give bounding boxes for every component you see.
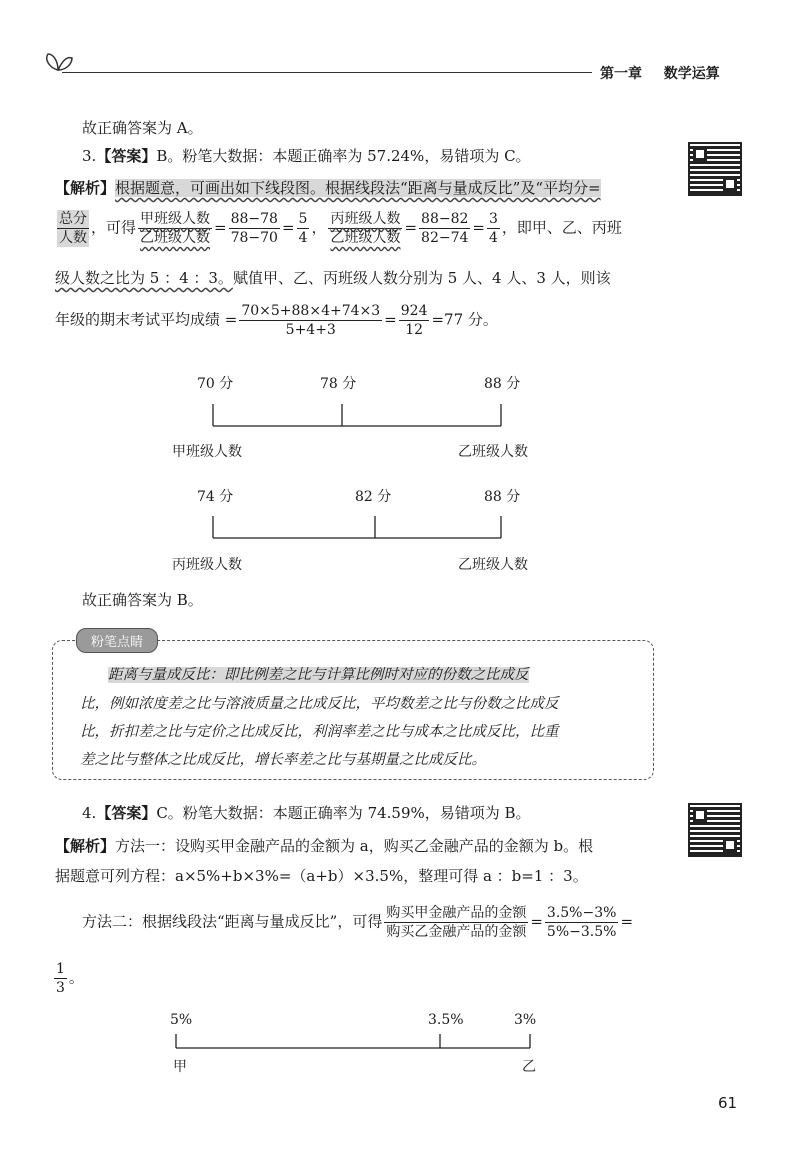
- tip-line1: [108, 660, 529, 691]
- tip-line2: 比，例如浓度差之比与溶液质量之比成反比，平均数差之比与份数之比成反: [80, 696, 559, 712]
- q3-analysis-line3: [55, 268, 611, 288]
- chapter-label: 第一章: [600, 66, 642, 82]
- frac-amount: $\frac{\text{购买甲金融产品的金额}}{\text{购买乙金融产品的金额}}$: [386, 905, 527, 940]
- segment-diagram-2: [205, 512, 515, 542]
- d3-left-value: 5%: [170, 1012, 193, 1028]
- d2-left-score: 74 分: [197, 489, 234, 505]
- q4-answer: C。粉笔大数据：本题正确率为 74.59%，易错项为 B。: [156, 804, 531, 822]
- frac-924-12: $\frac{924}{12}$: [400, 303, 428, 338]
- result-tail: 。: [68, 968, 84, 987]
- d3-left-label: 甲: [173, 1059, 187, 1075]
- q4-text1: 方法一：设购买甲金融产品的金额为 a，购买乙金融产品的金额为 b。根: [115, 837, 594, 855]
- d3-mid-value: 3.5%: [428, 1012, 464, 1028]
- chapter-title: 数学运算: [663, 66, 720, 82]
- frac-5-4: $\frac{5}{4}$: [298, 211, 308, 246]
- q4-method2-text: 方法二：根据线段法“距离与量成反比”，可得: [82, 912, 383, 931]
- avg-result: =77 分。: [431, 310, 498, 329]
- qr-code-q3[interactable]: [688, 142, 742, 196]
- frac-3-4: $\frac{3}{4}$: [488, 211, 498, 246]
- q3-analysis-tag: 【解析】: [55, 179, 116, 197]
- tip-title-badge: [76, 628, 158, 653]
- q4-result-line: [52, 960, 84, 997]
- comma-get: ，可得: [91, 218, 137, 237]
- d2-right-label: 乙班级人数: [458, 557, 528, 573]
- frac-diff1: $\frac{88-78}{78-70}$: [230, 211, 278, 246]
- segment-diagram-3: [170, 1030, 540, 1055]
- avg-score-label: 年级的期末考试平均成绩 =: [55, 310, 238, 329]
- d2-left-label: 丙班级人数: [172, 557, 242, 573]
- q3-conclusion: 故正确答案为 B。: [82, 591, 203, 609]
- q3-line2-tail: ，即甲、乙、丙班: [501, 218, 622, 237]
- tip-text-1: 距离与量成反比：即比例差之比与计算比例时对应的份数之比成反: [108, 667, 529, 683]
- q3-number: 3.: [82, 147, 97, 165]
- assign-text: 赋值甲、乙、丙班级人数分别为 5 人、4 人、3 人，则该: [232, 269, 611, 287]
- page-number: 61: [718, 1094, 738, 1112]
- equals-sign: =: [620, 912, 634, 931]
- q4-number: 4.: [82, 804, 97, 822]
- q3-analysis-line1: [55, 178, 601, 198]
- q3-answer: B。粉笔大数据：本题正确率为 57.24%，易错项为 C。: [156, 147, 531, 165]
- tip-title: 粉笔点睛: [91, 635, 144, 650]
- frac-rate-diff: $\frac{3.5\%-3\%}{5\%-3.5\%}$: [546, 905, 617, 940]
- d1-left-label: 甲班级人数: [172, 444, 242, 460]
- frac-diff2: $\frac{88-82}{82-74}$: [421, 211, 469, 246]
- frac-bing-yi: $\frac{\text{丙班级人数}}{\text{乙班级人数}}$: [330, 211, 401, 246]
- qr-code-q4[interactable]: [688, 803, 742, 857]
- q3-analysis-text1: 根据题意，可画出如下线段图。根据线段法“距离与量成反比”及“平均分=: [115, 179, 601, 197]
- tip-line3: 比，折扣差之比与定价之比成反比，利润率差之比与成本之比成反比，比重: [80, 724, 559, 740]
- d1-right-label: 乙班级人数: [458, 444, 528, 460]
- header-chapter: [600, 63, 720, 83]
- q4-analysis-line2: 据题意可列方程：a×5%+b×3%=（a+b）×3.5%，整理可得 a ：b=1 ：3。: [55, 867, 588, 885]
- d3-right-label: 乙: [522, 1059, 536, 1075]
- q3-analysis-line4: 年级的期末考试平均成绩 = $\frac{70\times 5+88\times 4+74\times 3}{5+4+3}$ = $\frac{924}{12}$ =77 分。: [55, 303, 498, 338]
- q3-analysis-line2: $\frac{\text{总分}}{\text{人数}}$ ，可得 $\frac{\text{甲班级人数}}{\text{乙班级人数}}$ = $\frac{88-78}{78-70}$ = $\frac{5}{4}$ ， $\frac{\text{丙班级人数}}{\text{乙班级人数}}$ = $\frac{88-82}{82-74}$ = $\frac{3}{4}$ ，即甲、乙、丙班: [59, 211, 622, 246]
- d2-right-score: 88 分: [484, 489, 521, 505]
- q3-answer-line: [82, 146, 531, 166]
- d3-right-value: 3%: [514, 1012, 537, 1028]
- header-rule: [62, 72, 592, 73]
- d1-left-score: 70 分: [197, 376, 234, 392]
- frac-jia-yi: $\frac{\text{甲班级人数}}{\text{乙班级人数}}$: [140, 211, 211, 246]
- segment-diagram-1: [205, 400, 515, 430]
- q4-answer-tag: 【答案】: [96, 804, 157, 822]
- ratio-text: 级人数之比为 5 ：4 ：3。: [55, 269, 233, 287]
- tip-line4: 差之比与整体之比成反比，增长率差之比与基期量之比成反比。: [80, 752, 486, 768]
- q4-analysis-line1: [55, 836, 593, 856]
- frac-1-3: $\frac{1}{3}$: [56, 961, 65, 996]
- d1-right-score: 88 分: [484, 376, 521, 392]
- d1-mid-score: 78 分: [320, 376, 357, 392]
- q4-analysis-tag: 【解析】: [55, 837, 116, 855]
- q4-method2-line: 方法二：根据线段法“距离与量成反比”，可得 $\frac{\text{购买甲金融产品的金额}}{\text{购买乙金融产品的金额}}$ = $\frac{3.5\%-3\%}{5\%-3.5\%}$ =: [82, 905, 634, 940]
- d2-mid-score: 82 分: [355, 489, 392, 505]
- q2-conclusion: 故正确答案为 A。: [82, 119, 203, 137]
- frac-weighted: $\frac{70\times 5+88\times 4+74\times 3}{5+4+3}$: [241, 303, 381, 338]
- q4-answer-line: [82, 803, 531, 823]
- q3-answer-tag: 【答案】: [96, 147, 157, 165]
- avg-fraction: $\frac{\text{总分}}{\text{人数}}$: [59, 211, 87, 246]
